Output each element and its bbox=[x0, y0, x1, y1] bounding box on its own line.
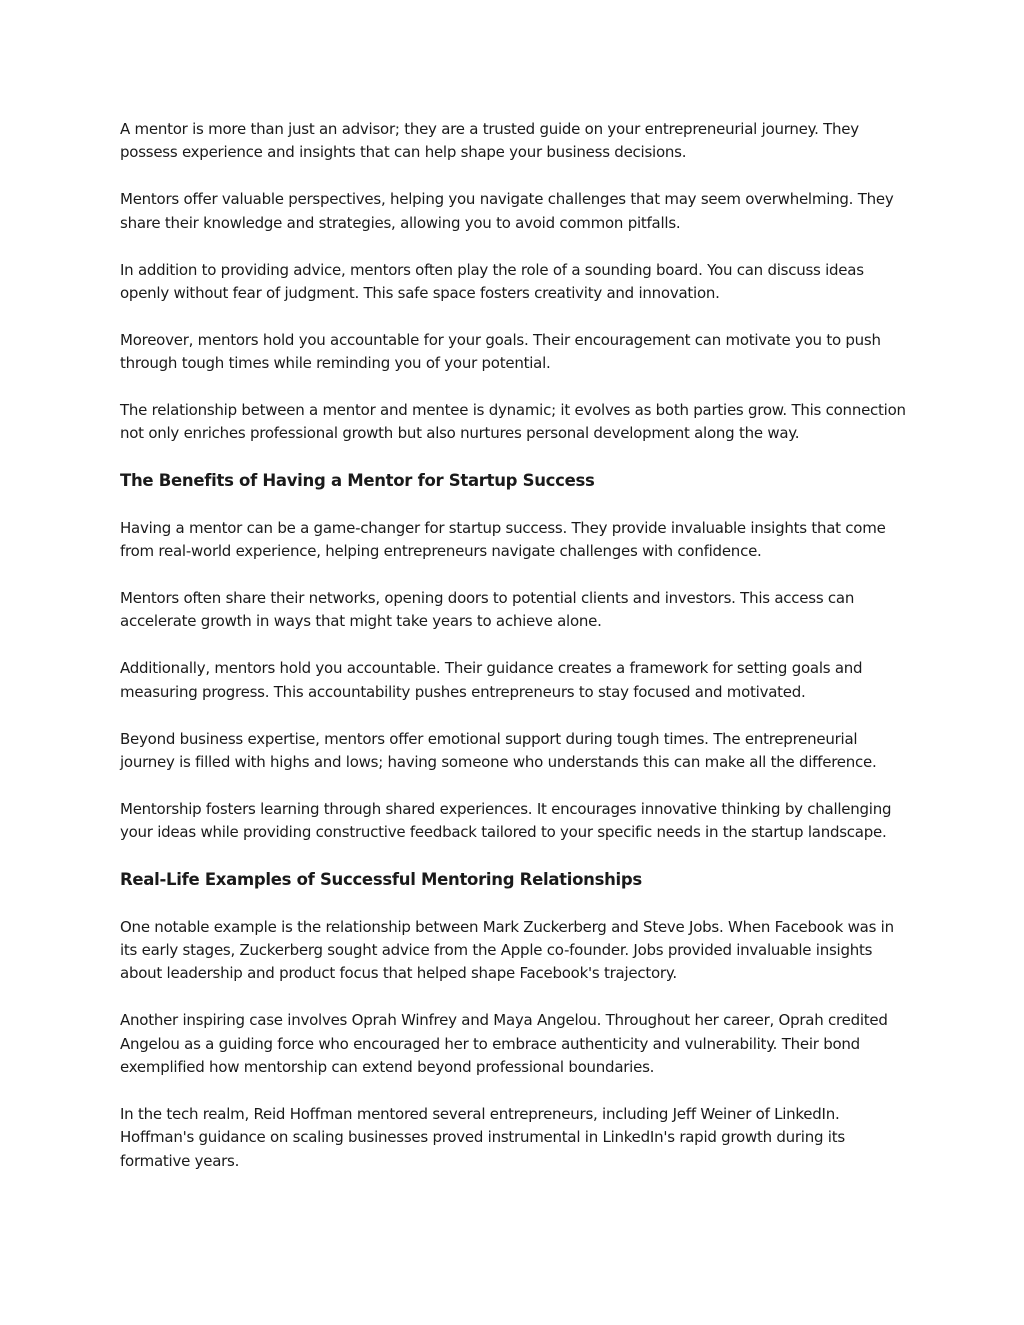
intro-paragraph: A mentor is more than just an advisor; they are a trusted guide on your entrepreneurial journey. They possess experience and insights that can help shape your business decisions. bbox=[120, 120, 859, 162]
intro-paragraph: Moreover, mentors hold you accountable for your goals. Their encouragement can motivate you to push through tough times while reminding you of your potential. bbox=[120, 330, 881, 373]
benefits-paragraph: Additionally, mentors hold you accountable. Their guidance creates a framework for setting goals and measuring progress. This accountability pushes entrepreneurs to stay focused and motivated. bbox=[120, 659, 863, 701]
section-heading-benefits: The Benefits of Having a Mentor for Startup Success bbox=[120, 471, 595, 491]
examples-paragraph: In the tech realm, Reid Hoffman mentored several entrepreneurs, including Jeff Weiner of LinkedIn. Hoffman's guidance on scaling businesses proved instrumental in LinkedIn's rapid growth during its formative years. bbox=[120, 1104, 845, 1170]
document-page bbox=[120, 118, 910, 1197]
intro-paragraph: The relationship between a mentor and mentee is dynamic; it evolves as both parties grow. This connection not only enriches professional growth but also nurtures personal development along the way. bbox=[120, 401, 906, 443]
benefits-paragraph: Beyond business expertise, mentors offer emotional support during tough times. The entrepreneurial journey is filled with highs and lows; having someone who understands this can make all the difference. bbox=[120, 729, 877, 772]
benefits-paragraph: Mentorship fosters learning through shared experiences. It encourages innovative thinking by challenging your ideas while providing constructive feedback tailored to your specific needs in the startup landscape. bbox=[120, 800, 892, 842]
intro-paragraph: In addition to providing advice, mentors often play the role of a sounding board. You can discuss ideas openly without fear of judgment. This safe space fosters creativity and innovation. bbox=[120, 260, 864, 302]
benefits-paragraph: Mentors often share their networks, opening doors to potential clients and investors. This access can accelerate growth in ways that might take years to achieve alone. bbox=[120, 589, 855, 631]
examples-paragraph: One notable example is the relationship between Mark Zuckerberg and Steve Jobs. When Facebook was in its early stages, Zuckerberg sought advice from the Apple co-founder. Jobs provided invaluable insights about leadership and product focus that helped shape Facebook's trajectory. bbox=[120, 917, 894, 983]
intro-paragraph: Mentors offer valuable perspectives, helping you navigate challenges that may seem overwhelming. They share their knowledge and strategies, allowing you to avoid common pitfalls. bbox=[120, 190, 894, 232]
examples-paragraph: Another inspiring case involves Oprah Winfrey and Maya Angelou. Throughout her career, Oprah credited Angelou as a guiding force who encouraged her to embrace authenticity and vulnerability. Their bond exemplified how mentorship can extend beyond professional boundaries. bbox=[120, 1011, 888, 1076]
benefits-paragraph: Having a mentor can be a game-changer for startup success. They provide invaluable insights that come from real-world experience, helping entrepreneurs navigate challenges with confidence. bbox=[120, 518, 886, 561]
section-heading-examples: Real-Life Examples of Successful Mentoring Relationships bbox=[120, 870, 642, 890]
